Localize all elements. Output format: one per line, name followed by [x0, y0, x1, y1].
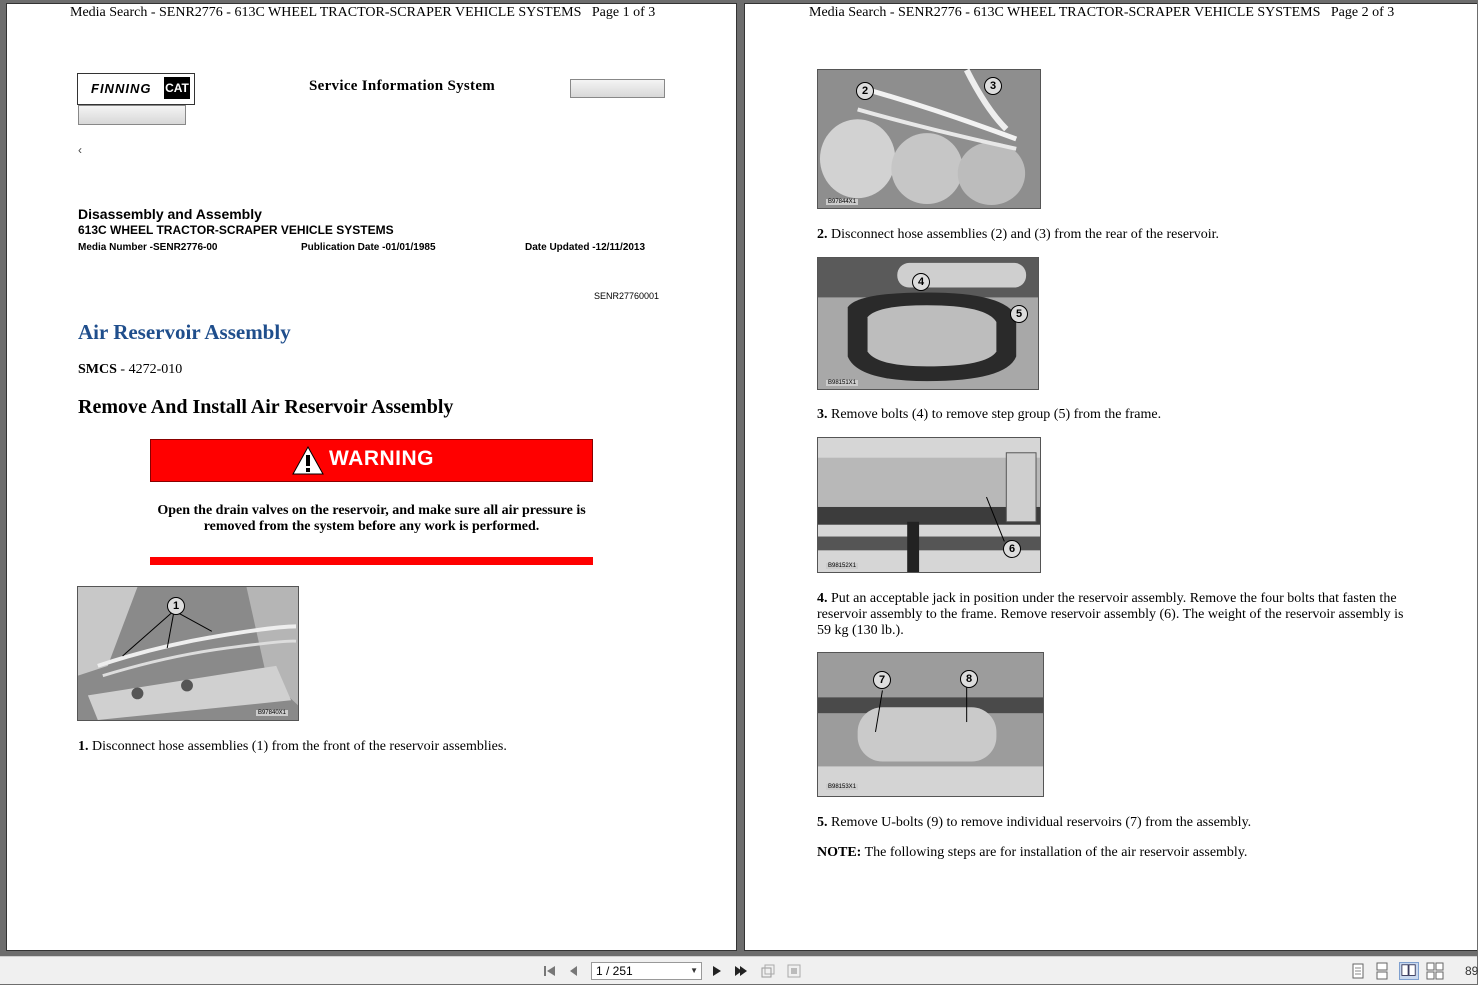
- page-header: Media Search - SENR2776 - 613C WHEEL TRACTOR-SCRAPER VEHICLE SYSTEMS Page 1 of 3: [70, 5, 656, 20]
- smcs-label: SMCS: [78, 362, 117, 377]
- photo-step-group: [817, 257, 1039, 390]
- photo-id: B98153X1: [828, 784, 857, 790]
- step-1: [78, 739, 678, 755]
- step-number: 4.: [817, 591, 828, 606]
- step-3: [817, 407, 1417, 423]
- photo-id: B97844X1: [828, 199, 857, 205]
- doc-product: 613C WHEEL TRACTOR-SCRAPER VEHICLE SYSTEMS: [78, 223, 394, 237]
- doc-id: SENR27760001: [594, 291, 660, 301]
- single-page-icon[interactable]: [1348, 962, 1368, 980]
- step-text: Disconnect hose assemblies (2) and (3) from the rear of the reservoir.: [827, 227, 1219, 242]
- photo-hose-rear-drawing: [818, 70, 1040, 208]
- continuous-icon[interactable]: [1372, 962, 1392, 980]
- callout-6: 6: [1003, 540, 1021, 558]
- sis-search-button[interactable]: [570, 79, 665, 98]
- document-page-1: [6, 3, 737, 951]
- photo-hose-front-drawing: [78, 587, 298, 720]
- page-number-input[interactable]: [591, 962, 702, 980]
- photo-reservoir-ubolts-drawing: [818, 653, 1043, 796]
- step-number: 3.: [817, 407, 828, 422]
- page-indicator: 1 / 251: [596, 964, 633, 978]
- step-text: Remove U-bolts (9) to remove individual reservoirs (7) from the assembly.: [827, 815, 1252, 830]
- back-link-icon[interactable]: ‹: [78, 143, 82, 157]
- callout-5: 5: [1010, 305, 1028, 323]
- viewer-toolbar: [0, 956, 1477, 984]
- photo-reservoir-frame: [817, 437, 1041, 573]
- note-text: The following steps are for installation of the air reservoir assembly.: [861, 845, 1248, 860]
- smcs-value: - 4272-010: [116, 362, 183, 377]
- sis-nav-button[interactable]: [78, 105, 186, 125]
- finning-cat-logo: [77, 73, 195, 105]
- step-5: [817, 815, 1417, 831]
- next-page-icon[interactable]: [710, 964, 724, 978]
- note: [817, 845, 1417, 861]
- doc-type: Disassembly and Assembly: [78, 206, 262, 222]
- last-page-icon[interactable]: [734, 964, 748, 978]
- warning-triangle-icon: [292, 446, 324, 475]
- document-page-2: [744, 3, 1477, 951]
- warning-label: WARNING: [329, 447, 434, 470]
- step-number: 5.: [817, 815, 828, 830]
- warning-text: Open the drain valves on the reservoir, and make sure all air pressure is removed from the system before any work is performed.: [157, 503, 586, 534]
- photo-hose-rear: [817, 69, 1041, 209]
- callout-8: 8: [960, 670, 978, 688]
- step-number: 1.: [78, 739, 89, 754]
- page-header: Media Search - SENR2776 - 613C WHEEL TRACTOR-SCRAPER VEHICLE SYSTEMS Page 2 of 3: [809, 5, 1395, 20]
- sis-title: Service Information System: [309, 78, 496, 94]
- dropdown-arrow-icon[interactable]: ▼: [690, 966, 698, 975]
- section-title: Air Reservoir Assembly: [78, 320, 291, 344]
- rotate-icon[interactable]: [761, 964, 775, 978]
- step-text: Put an acceptable jack in position under the reservoir assembly. Remove the four bolts that fasten the reservoir assembly to the frame. Remove reservoir assembly (6). The weight of the reservoir assembly is 59 kg (130 lb.).: [817, 591, 1404, 638]
- prev-page-icon[interactable]: [567, 964, 581, 978]
- warning-banner: [150, 439, 593, 482]
- callout-1: 1: [167, 597, 185, 615]
- photo-reservoir-ubolts: [817, 652, 1044, 797]
- date-updated: Date Updated -12/11/2013: [525, 242, 646, 253]
- step-number: 2.: [817, 227, 828, 242]
- photo-id: B97840X1: [257, 710, 286, 716]
- first-page-icon[interactable]: [543, 964, 557, 978]
- zoom-level[interactable]: 89: [1465, 964, 1478, 978]
- media-number: Media Number -SENR2776-00: [78, 242, 218, 253]
- warning-bottom-bar: [150, 557, 593, 565]
- photo-id: B98151X1: [828, 380, 857, 386]
- logo-finning-text: FINNING: [91, 81, 152, 96]
- photo-id: B98152X1: [828, 563, 857, 569]
- step-text: Remove bolts (4) to remove step group (5) from the frame.: [827, 407, 1162, 422]
- continuous-facing-icon[interactable]: [1425, 962, 1445, 980]
- callout-4: 4: [912, 273, 930, 291]
- step-2: [817, 227, 1417, 243]
- photo-hose-front: [77, 586, 299, 721]
- procedure-title: Remove And Install Air Reservoir Assembly: [78, 396, 454, 418]
- fit-page-icon[interactable]: [787, 964, 801, 978]
- logo-cat-text: CAT: [164, 77, 190, 99]
- facing-icon[interactable]: [1399, 962, 1419, 980]
- callout-3: 3: [984, 77, 1002, 95]
- publication-date: Publication Date -01/01/1985: [301, 242, 436, 253]
- smcs-line: [78, 362, 182, 378]
- step-4: [817, 591, 1417, 639]
- step-text: Disconnect hose assemblies (1) from the front of the reservoir assemblies.: [88, 739, 507, 754]
- callout-7: 7: [873, 671, 891, 689]
- note-label: NOTE:: [817, 845, 862, 860]
- callout-2: 2: [856, 82, 874, 100]
